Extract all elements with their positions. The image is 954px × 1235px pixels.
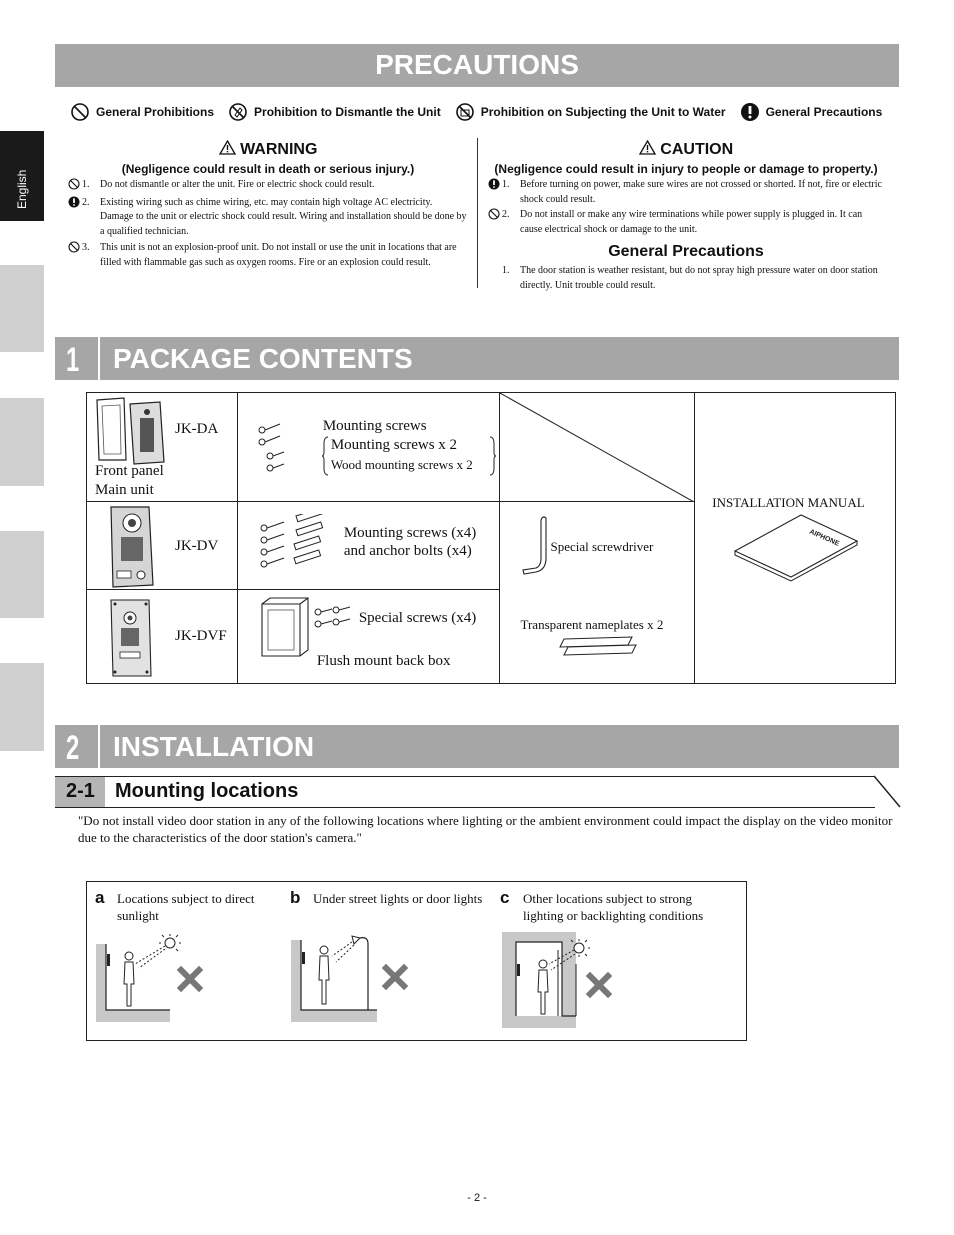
jk-dv-screws-line1: Mounting screws (x4) <box>343 525 477 541</box>
warning-subtitle: (Negligence could result in death or serious injury.) <box>121 162 415 176</box>
jk-da-screws-b: Wood mounting screws x 2 <box>330 457 473 472</box>
warning-heading <box>68 140 468 159</box>
legend-label: General Prohibitions <box>96 105 215 119</box>
legend-no-water <box>455 102 726 122</box>
screwdriver-label: Special screwdriver <box>550 539 654 554</box>
no-dismantle-icon <box>228 102 248 122</box>
item-number: 3. <box>82 242 90 253</box>
jk-dvf-special-screws: Special screws (x4) <box>358 610 477 626</box>
item-text: Existing wiring such as chime wiring, etc. may contain high voltage AC electricity. Damage to the unit or electric shock could result. Wiring and installation should be done by a qualified technician. <box>100 196 467 237</box>
precautions-title: PRECAUTIONS <box>375 49 579 80</box>
location-a-illustration <box>95 934 235 1024</box>
warning-item <box>68 241 468 270</box>
jk-dv-unit-image <box>107 505 155 589</box>
warning-item <box>68 178 468 196</box>
subsection-title: Mounting locations <box>115 780 299 802</box>
package-title: PACKAGE CONTENTS <box>113 343 413 374</box>
manual-brand: AIPHONE <box>808 528 841 548</box>
jk-da-unit-image <box>94 396 169 466</box>
caution-item <box>488 208 884 237</box>
legend-no-dismantle <box>228 102 441 122</box>
item-text: The door station is weather resistant, but do not spray high pressure water on door station directly. Unit trouble could result. <box>520 265 878 291</box>
backbox-image <box>260 596 310 658</box>
caution-section <box>488 140 884 293</box>
package-contents-table <box>86 392 896 684</box>
manual-label: INSTALLATION MANUAL <box>712 495 865 510</box>
jk-da-screws-title: Mounting screws <box>322 418 427 434</box>
package-header <box>55 337 899 380</box>
jk-dv-screws-cell <box>237 502 500 590</box>
section-number: 1 <box>66 341 80 379</box>
tab-language-3[interactable] <box>0 398 44 486</box>
warning-section <box>68 140 468 270</box>
location-b-letter: b <box>290 888 301 907</box>
tab-english-label: English <box>15 169 29 209</box>
no-water-icon <box>455 102 475 122</box>
tab-english[interactable] <box>0 131 44 221</box>
jk-dvf-backbox: Flush mount back box <box>316 653 451 669</box>
legend-general-prohibitions <box>70 102 214 122</box>
jk-da-screws-cell <box>237 393 500 502</box>
manual-booklet-image <box>731 511 861 583</box>
special-screws-icon <box>314 604 354 634</box>
mounting-locations-header <box>55 776 875 808</box>
locations-box <box>86 881 747 1041</box>
warning-triangle-icon <box>219 140 236 155</box>
header-slant <box>874 775 902 808</box>
item-number: 1. <box>82 179 90 190</box>
jk-da-cell <box>87 393 238 502</box>
jk-dv-screws-line2: and anchor bolts (x4) <box>343 543 472 559</box>
nameplates-image <box>558 635 638 661</box>
location-a-text: Locations subject to direct sunlight <box>117 891 255 923</box>
caution-triangle-icon <box>639 140 656 155</box>
location-c-illustration <box>501 928 641 1030</box>
jk-da-model: JK-DA <box>175 421 219 437</box>
prohibition-icon <box>488 208 500 220</box>
caution-heading <box>488 140 884 159</box>
item-text: Do not dismantle or alter the unit. Fire or electric shock could result. <box>100 179 375 190</box>
screwdriver-nameplate-cell <box>500 502 695 684</box>
jk-da-main-unit: Main unit <box>95 482 154 498</box>
item-number: 2. <box>82 196 90 208</box>
installation-header <box>55 725 899 768</box>
exclamation-icon <box>488 178 500 190</box>
subsection-number: 2-1 <box>66 780 95 802</box>
jk-dvf-unit-image <box>109 598 153 678</box>
jk-dv-model: JK-DV <box>175 538 219 554</box>
diagonal-line <box>500 393 694 502</box>
location-c-letter: c <box>500 888 510 907</box>
screwdriver-image <box>518 514 550 578</box>
page-number: - 2 - <box>467 1192 487 1204</box>
location-a-letter: a <box>95 888 105 907</box>
diagonal-empty-cell <box>500 393 695 502</box>
screws-anchors-icon <box>260 514 332 578</box>
item-text: This unit is not an explosion-proof unit. Do not install or use the unit in locations that are filled with flammable gas such as oxygen rooms. Fire or an explosion could result. <box>100 242 457 268</box>
location-c-text: Other locations subject to strong lighting or backlighting conditions <box>523 891 704 923</box>
no-dismantle-icon <box>68 178 80 190</box>
jk-da-front-panel: Front panel <box>95 463 164 479</box>
legend-general-precautions <box>740 102 883 122</box>
item-number: 1. <box>502 265 510 276</box>
item-text: Do not install or make any wire terminations while power supply is plugged in. It can cause electrical shock or damage to the unit. <box>520 209 863 235</box>
jk-dvf-cell <box>87 590 238 684</box>
legend-label: Prohibition to Dismantle the Unit <box>254 105 441 119</box>
prohibition-icon <box>68 241 80 253</box>
item-text: Before turning on power, make sure wires are not crossed or shorted. If not, fire or electric shock could result. <box>520 179 882 205</box>
item-number: 1. <box>502 179 510 190</box>
column-divider <box>477 138 478 288</box>
location-b-text: Under street lights or door lights <box>313 891 483 906</box>
jk-da-screws-a: Mounting screws x 2 <box>330 437 458 453</box>
jk-dvf-parts-cell <box>237 590 500 684</box>
general-precautions-title: General Precautions <box>608 243 764 260</box>
mounting-intro: "Do not install video door station in any of the following locations where lighting or the ambient environment could impact the display on the video monitor due to the characteristics of the door station's camera." <box>78 813 893 845</box>
section-number: 2 <box>66 729 80 767</box>
exclamation-icon <box>68 196 80 208</box>
caution-item <box>488 178 884 207</box>
installation-title: INSTALLATION <box>113 731 315 762</box>
tab-language-4[interactable] <box>0 531 44 618</box>
nameplates-label: Transparent nameplates x 2 <box>520 617 664 632</box>
tab-language-2[interactable] <box>0 265 44 352</box>
screws-icon <box>258 418 288 478</box>
prohibition-icon <box>70 102 90 122</box>
precautions-header <box>55 44 899 87</box>
precautions-legend <box>70 102 900 122</box>
legend-label: General Precautions <box>765 105 883 119</box>
item-number: 2. <box>502 209 510 220</box>
caution-title: CAUTION <box>660 141 734 158</box>
caution-subtitle: (Negligence could result in injury to people or damage to property.) <box>494 162 878 176</box>
warning-item <box>68 196 468 240</box>
warning-title: WARNING <box>240 141 318 158</box>
manual-cell <box>695 393 896 684</box>
general-item <box>488 264 884 293</box>
tab-language-5[interactable] <box>0 663 44 751</box>
jk-dv-cell <box>87 502 238 590</box>
jk-dvf-model: JK-DVF <box>175 628 227 644</box>
exclamation-icon <box>740 102 760 122</box>
legend-label: Prohibition on Subjecting the Unit to Water <box>480 105 726 119</box>
location-b-illustration <box>290 934 430 1024</box>
